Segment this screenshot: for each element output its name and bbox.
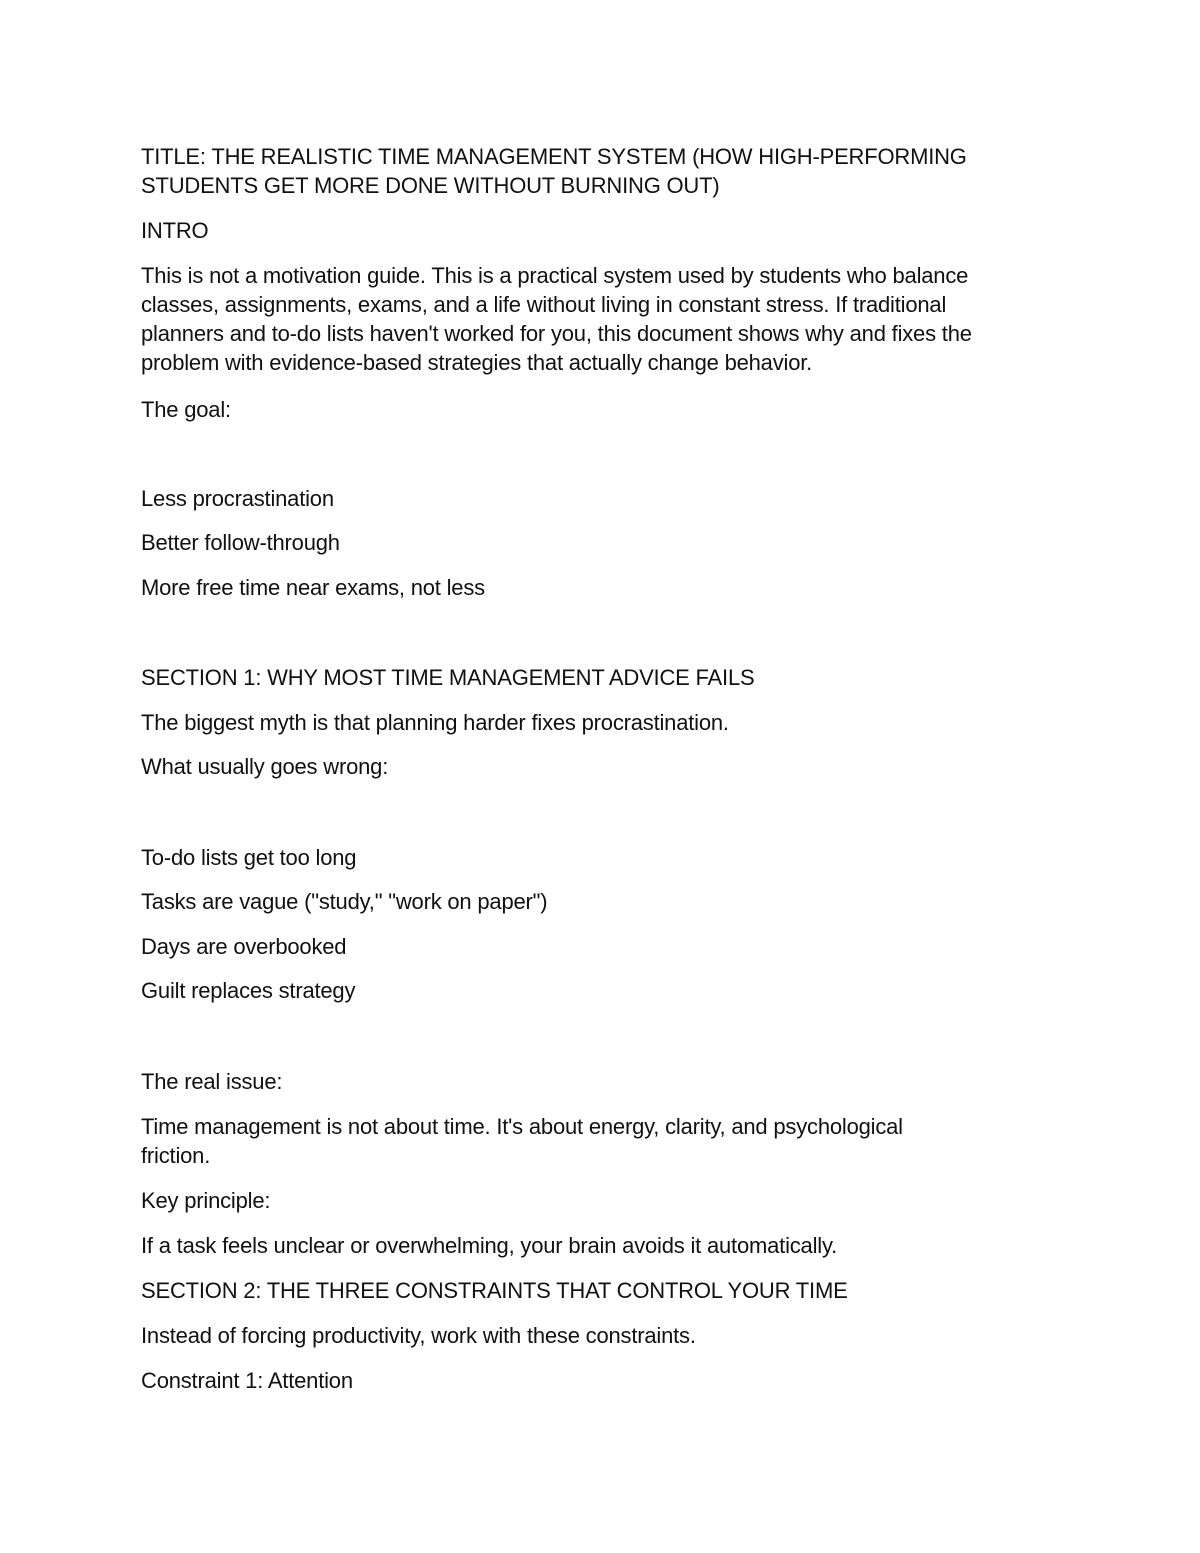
wrong-item: Days are overbooked [141,934,347,959]
wrong-item: To-do lists get too long [141,845,357,870]
section-2-intro: Instead of forcing productivity, work with these constraints. [141,1323,696,1348]
wrong-item: Tasks are vague ("study," "work on paper") [141,889,548,914]
title-line-2: STUDENTS GET MORE DONE WITHOUT BURNING OUT) [141,173,720,198]
section-2-heading: SECTION 2: THE THREE CONSTRAINTS THAT CONTROL YOUR TIME [141,1278,848,1303]
intro-paragraph-line-3: planners and to-do lists haven't worked for you, this document shows why and fixes the [141,321,972,346]
goal-item: Less procrastination [141,486,334,511]
real-issue-line-1: Time management is not about time. It's about energy, clarity, and psychological [141,1114,903,1139]
real-issue-label: The real issue: [141,1069,283,1094]
key-principle-label: Key principle: [141,1188,271,1213]
section-1-heading: SECTION 1: WHY MOST TIME MANAGEMENT ADVICE FAILS [141,665,755,690]
constraint-1-heading: Constraint 1: Attention [141,1368,353,1393]
wrong-label: What usually goes wrong: [141,754,389,779]
key-principle-text: If a task feels unclear or overwhelming, your brain avoids it automatically. [141,1233,838,1258]
section-1-myth: The biggest myth is that planning harder fixes procrastination. [141,710,729,735]
real-issue-line-2: friction. [141,1143,211,1168]
wrong-item: Guilt replaces strategy [141,978,356,1003]
intro-heading: INTRO [141,218,209,243]
intro-paragraph-line-4: problem with evidence-based strategies that actually change behavior. [141,350,813,375]
goal-label: The goal: [141,397,231,422]
title-line-1: TITLE: THE REALISTIC TIME MANAGEMENT SYSTEM (HOW HIGH-PERFORMING [141,144,967,169]
goal-item: More free time near exams, not less [141,575,485,600]
goal-item: Better follow-through [141,530,340,555]
intro-paragraph-line-1: This is not a motivation guide. This is a practical system used by students who balance [141,263,969,288]
intro-paragraph-line-2: classes, assignments, exams, and a life without living in constant stress. If traditional [141,292,947,317]
